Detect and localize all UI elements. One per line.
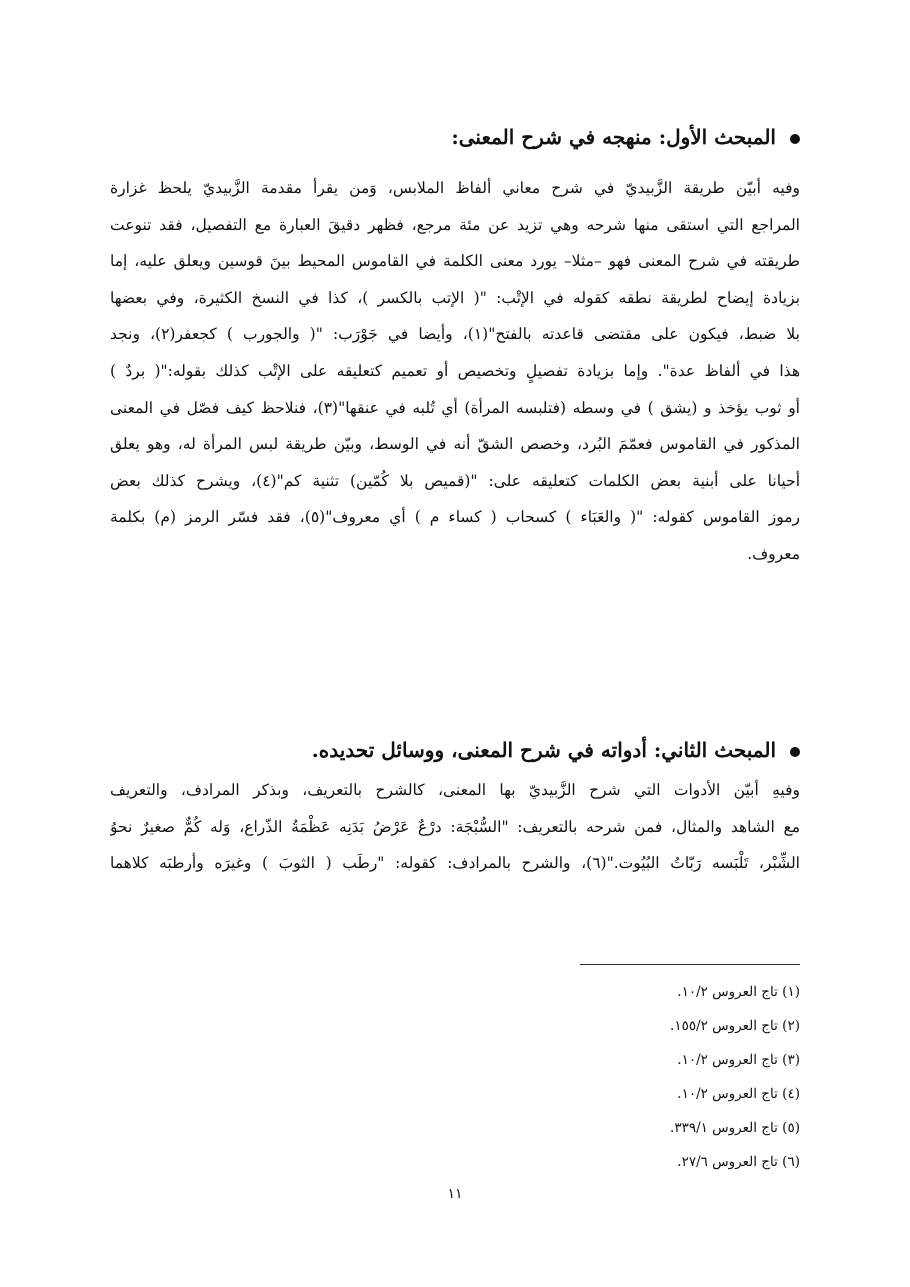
paragraph-line: طريقته في شرح المعنى فهو –مثلا– يورد معنى الكلمة في القاموس المحيط بينَ قوسين ويعلق عليه، إما <box>110 252 800 271</box>
paragraph-line: رموز القاموس كقوله: "( والعَبَاء ) كسحاب ( كساء م ) أي معروف"(٥)، فقد فسّر الرمز (م) بكلمة <box>110 508 800 527</box>
footnote: (١) تاج العروس ١٠/٢. <box>677 984 800 1000</box>
footnote: (٤) تاج العروس ١٠/٢. <box>677 1086 800 1102</box>
footnote: (٦) تاج العروس ٢٧/٦. <box>677 1154 800 1170</box>
paragraph-line: بلا ضبط، فيكون على مقتضى قاعدته بالفتح"(١)، وأيضا في جَوْرَب: "( والجورب ) كجعفر(٢)، ونجد <box>110 325 800 344</box>
paragraph-line: بزيادة إيضاح لطريقة نطقه كقوله في الإتْب: "( الإتب بالكسر )، كذا في النسخ الكثيرة، وفي بعضها <box>110 288 800 307</box>
paragraph-line: الشِّبْر، تَلْبَسه رَبّاتُ البُيُوت."(٦)، والشرح بالمرادف: كقوله: "رطَب ( الثوبَ ) وغيرَه وأرطبَه كلاهما <box>110 854 800 873</box>
paragraph-line: مع الشاهد والمثال، فمن شرحه بالتعريف: "السُّبْجَة: درْعٌ عَرْضُ بَدَنِه عَظْمَةُ الذّراع، وَله كُمٌّ صغيرٌ نحوُ <box>110 817 800 836</box>
paragraph-line: معروف. <box>747 544 800 563</box>
paragraph-line: المذكور في القاموس فعمّمَ البُرد، وخصص الشقّ أنه في الوسط، وبيّن طريقة لبس المرأة له، وهو يعلق <box>110 435 800 454</box>
section-paragraph <box>110 170 800 573</box>
section-heading <box>110 735 800 765</box>
bullet-icon <box>790 747 800 757</box>
section-heading <box>110 122 800 152</box>
footnote-divider <box>580 964 800 965</box>
section-heading-text: المبحث الثاني: أدواته في شرح المعنى، ووسائل تحديده. <box>311 738 776 762</box>
section-heading-text: المبحث الأول: منهجه في شرح المعنى: <box>451 125 776 149</box>
bullet-icon <box>790 134 800 144</box>
footnote: (٣) تاج العروس ١٠/٢. <box>677 1052 800 1068</box>
footnote: (٢) تاج العروس ١٥٥/٢. <box>670 1018 800 1034</box>
footnotes <box>500 975 800 1179</box>
section-paragraph <box>110 772 800 882</box>
paragraph-line: المراجع التي استقى منها شرحه وهي تزيد عن مئة مرجع، فظهر دقيقَ العبارة مع التفصيل، فقد تنوعت <box>110 215 800 234</box>
paragraph-line: أحيانا على أبنية بعض الكلمات كتعليقه على: "(قميص بلا كُمّين) تثنية كم"(٤)، ويشرح كذلك بعض <box>110 471 800 490</box>
footnote: (٥) تاج العروس ٣٣٩/١. <box>670 1120 800 1136</box>
paragraph-line: أو ثوب يؤخذ و (يشق ) في وسطه (فتلبسه المرأة) أي تُلبه في عنقها"(٣)، فنلاحظ كيف فصّل في المعنى <box>110 398 800 417</box>
paragraph-line: هذا في ألفاظ عدة". وإما بزيادة تفصيلٍ وتخصيص أو تعميم كتعليقه على الإتْب كذلك بقوله:"( بردٌ ) <box>110 361 800 380</box>
paragraph-line: وفيه أبيّن طريقة الزَّبيديّ في شرح معاني ألفاظ الملابس، وَمن يقرأ مقدمة الزَّبيديّ يلحظ غزارة <box>110 179 800 197</box>
paragraph-line: وفيهِ أبيّن الأدوات التي شرح الزَّبيديّ بها المعنى، كالشرح بالتعريف، وبذكر المرادف، والتعريف <box>110 781 800 799</box>
page-number: ١١ <box>447 1186 463 1202</box>
